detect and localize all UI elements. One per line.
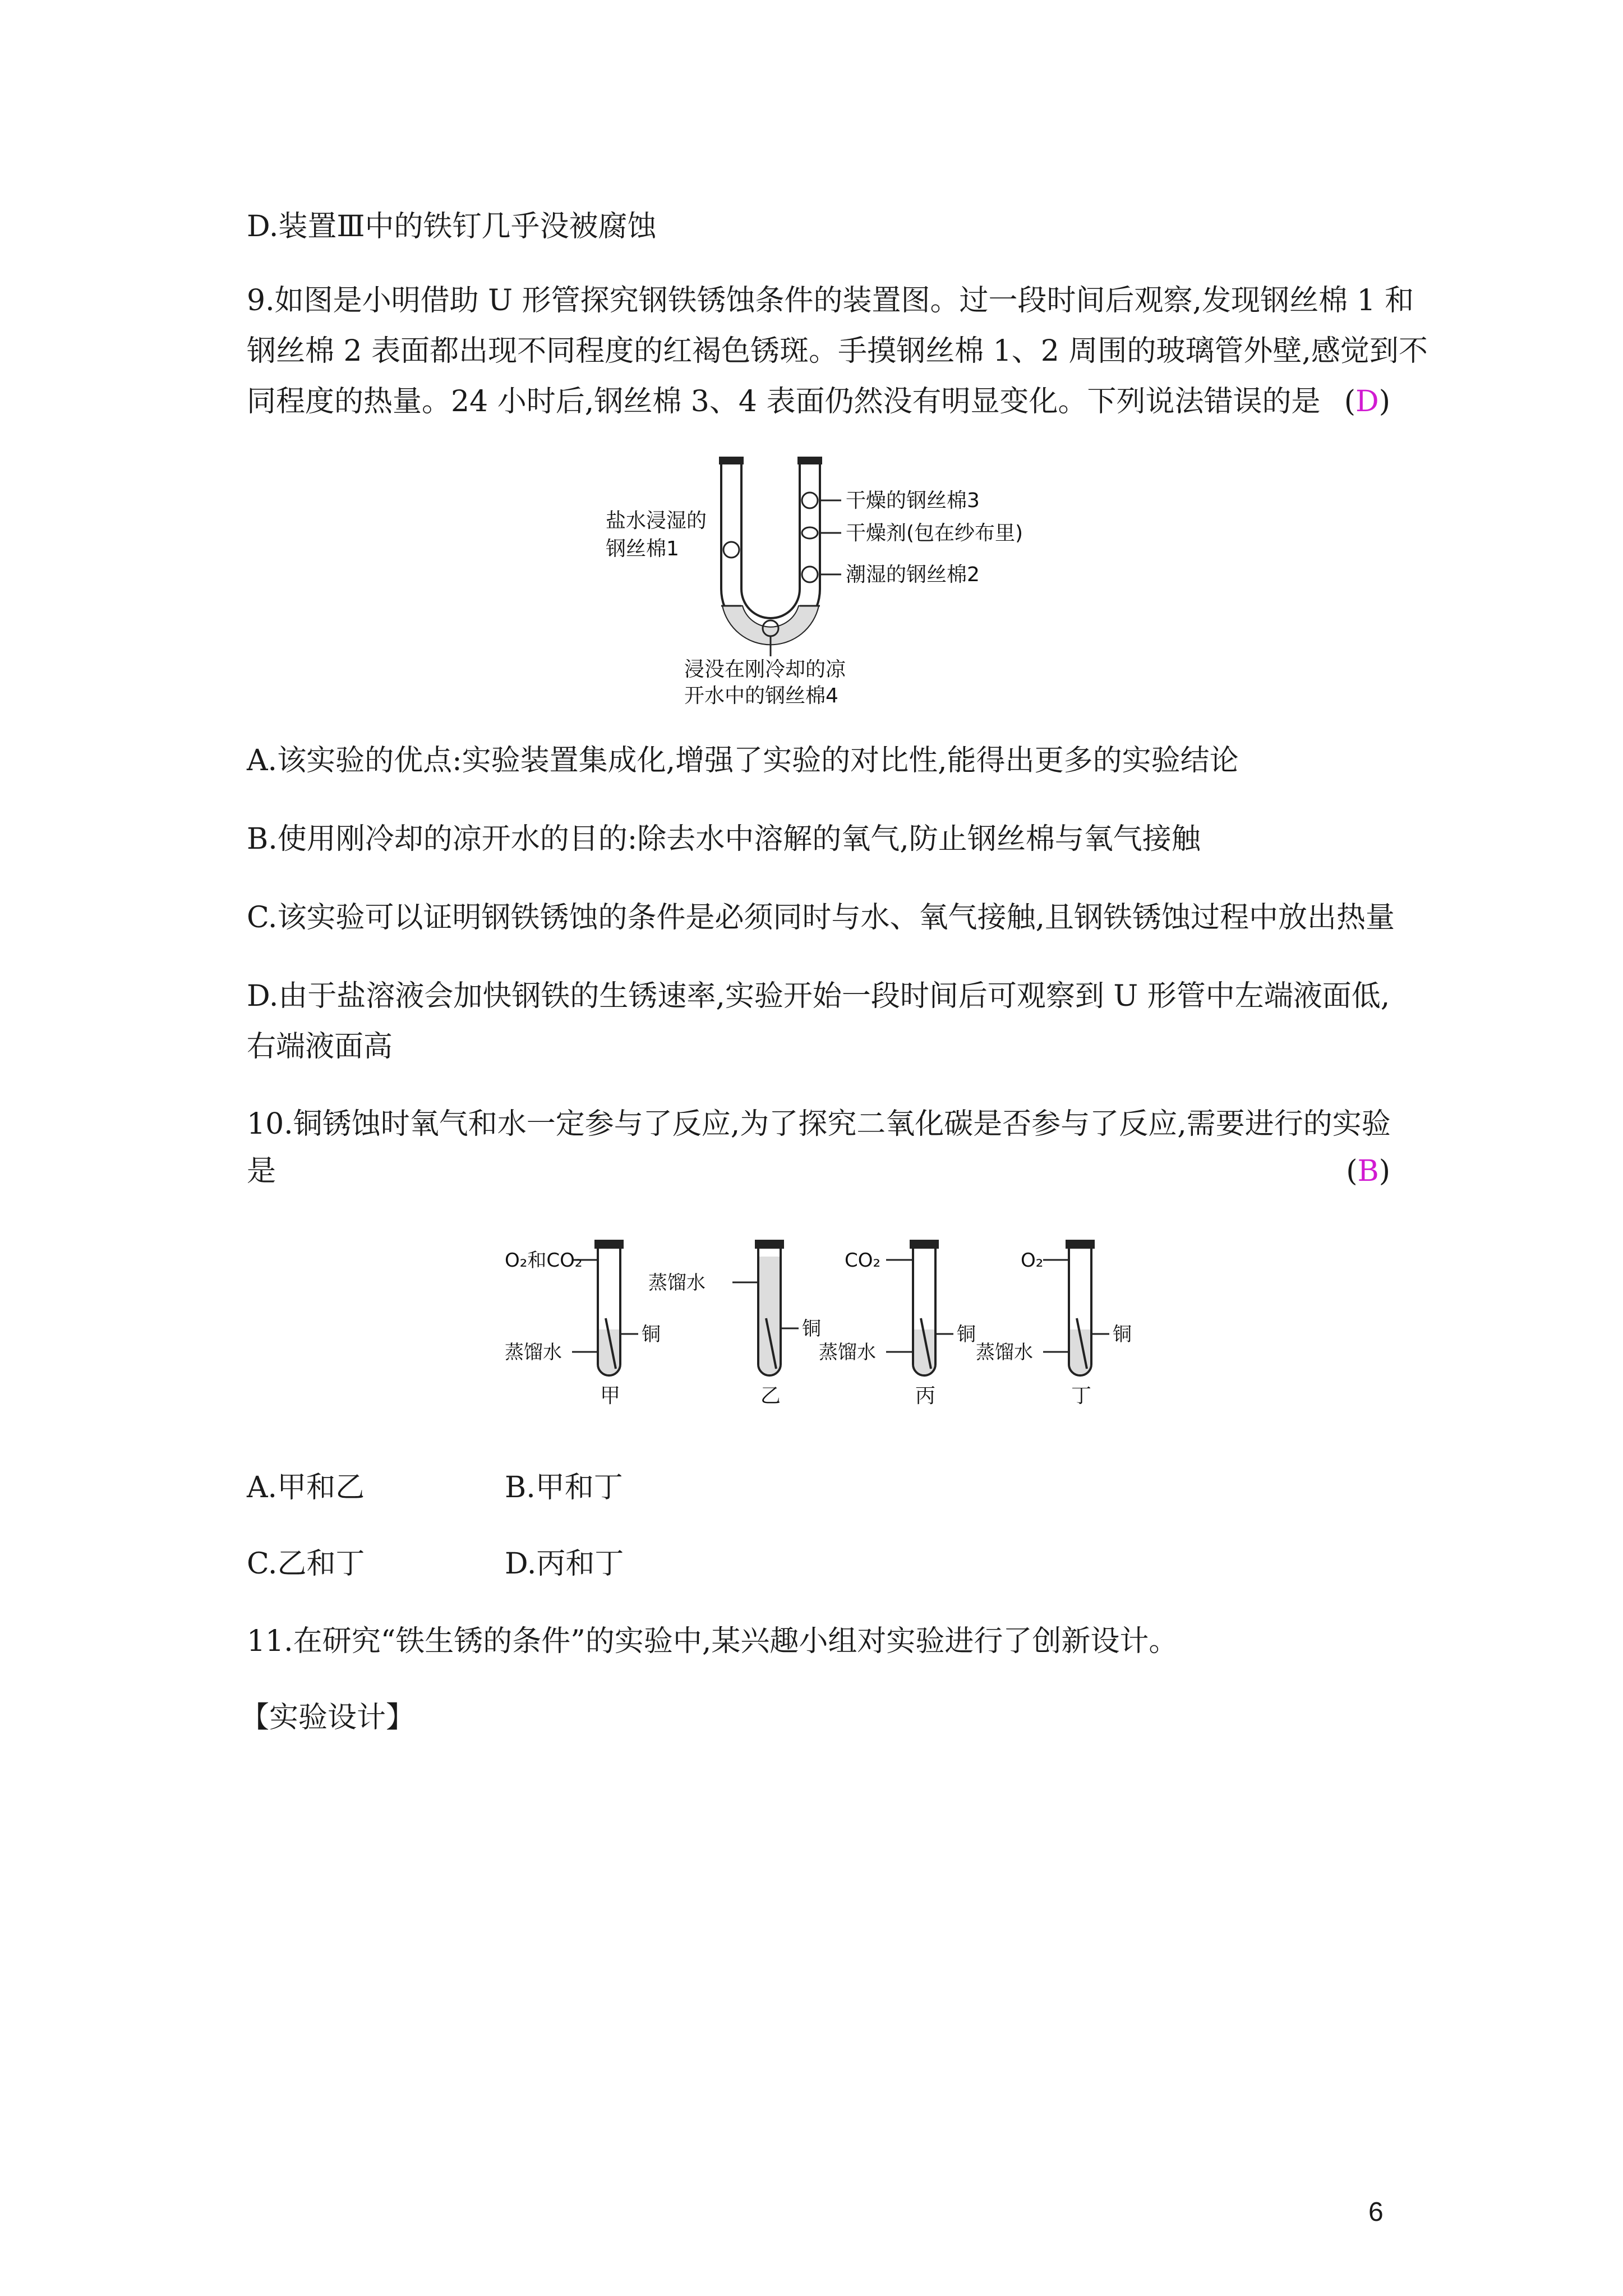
q9-option-c: C.该实验可以证明钢铁锈蚀的条件是必须同时与水、氧气接触,且钢铁锈蚀过程中放出热量 <box>247 901 1395 935</box>
tube4-water-label: 蒸馏水 <box>976 1341 1033 1364</box>
q10-stem-line-1: 10.铜锈蚀时氧气和水一定参与了反应,为了探究二氧化碳是否参与了反应,需要进行的实验 <box>247 1107 1391 1141</box>
tube2-name: 乙 <box>760 1384 781 1407</box>
tube-ding <box>976 1240 1132 1407</box>
steel-wool-2 <box>802 567 818 582</box>
test-tubes-figure <box>505 1234 1155 1425</box>
q9-option-a: A.该实验的优点:实验装置集成化,增强了实验的对比性,能得出更多的实验结论 <box>247 744 1239 777</box>
q10-answer: (B) <box>1346 1154 1390 1188</box>
tube2-water-label: 蒸馏水 <box>648 1272 706 1294</box>
q9-answer: (D) <box>1344 385 1390 418</box>
steel-wool-1 <box>723 542 739 558</box>
tube1-name: 甲 <box>600 1384 621 1407</box>
desiccant <box>802 527 818 539</box>
tube-bing <box>819 1240 976 1407</box>
label-steel-wool-1: 钢丝棉1 <box>606 537 679 560</box>
q10-option-c: C.乙和丁 <box>247 1547 365 1581</box>
q10-option-a: A.甲和乙 <box>247 1471 365 1504</box>
tube-yi <box>648 1240 821 1407</box>
tube3-name: 丙 <box>915 1384 936 1407</box>
label-cooled-water-1: 浸没在刚冷却的凉 <box>684 658 846 681</box>
label-moist-steel-wool-2: 潮湿的钢丝棉2 <box>846 563 980 586</box>
tube1-metal-label: 铜 <box>642 1323 661 1346</box>
q10-option-b: B.甲和丁 <box>505 1471 623 1504</box>
tube4-metal-label: 铜 <box>1113 1323 1132 1346</box>
tube4-name: 丁 <box>1071 1384 1092 1407</box>
q9-stem-line-1: 9.如图是小明借助 U 形管探究钢铁锈蚀条件的装置图。过一段时间后观察,发现钢丝棉 1 和 <box>247 284 1414 318</box>
q11-stem: 11.在研究“铁生锈的条件”的实验中,某兴趣小组对实验进行了创新设计。 <box>247 1625 1178 1658</box>
u-tube-figure <box>594 449 1066 707</box>
tube-jia <box>505 1240 661 1407</box>
tube3-water-label: 蒸馏水 <box>819 1341 876 1364</box>
q9-option-d-line-2: 右端液面高 <box>247 1030 393 1064</box>
q11-section-heading: 【实验设计】 <box>240 1701 416 1734</box>
q8-option-d: D.装置Ⅲ中的铁钉几乎没被腐蚀 <box>247 210 657 243</box>
page-number: 6 <box>1368 2197 1384 2227</box>
label-dry-steel-wool-3: 干燥的钢丝棉3 <box>846 489 980 512</box>
tube3-gas-label: CO₂ <box>845 1249 881 1272</box>
label-cooled-water-2: 开水中的钢丝棉4 <box>684 684 838 707</box>
q10-option-d: D.丙和丁 <box>505 1547 624 1581</box>
tube1-gas-label: O₂和CO₂ <box>505 1249 583 1272</box>
tube1-water-label: 蒸馏水 <box>505 1341 562 1364</box>
q9-stem-line-3: 同程度的热量。24 小时后,钢丝棉 3、4 表面仍然没有明显变化。下列说法错误的是 <box>247 385 1321 418</box>
q9-stem-line-2: 钢丝棉 2 表面都出现不同程度的红褐色锈斑。手摸钢丝棉 1、2 周围的玻璃管外壁,感觉到不 <box>247 334 1428 368</box>
q10-stem-line-2: 是 <box>247 1154 276 1188</box>
tube2-metal-label: 铜 <box>802 1318 821 1340</box>
tube4-gas-label: O₂ <box>1021 1249 1044 1272</box>
tube3-metal-label: 铜 <box>957 1323 976 1346</box>
q9-option-d-line-1: D.由于盐溶液会加快钢铁的生锈速率,实验开始一段时间后可观察到 U 形管中左端液面低, <box>247 979 1390 1013</box>
label-salt-water: 盐水浸湿的 <box>606 509 707 532</box>
steel-wool-3 <box>802 493 818 508</box>
q9-option-b: B.使用刚冷却的凉开水的目的:除去水中溶解的氧气,防止钢丝棉与氧气接触 <box>247 822 1201 856</box>
label-desiccant: 干燥剂(包在纱布里) <box>846 522 1023 545</box>
